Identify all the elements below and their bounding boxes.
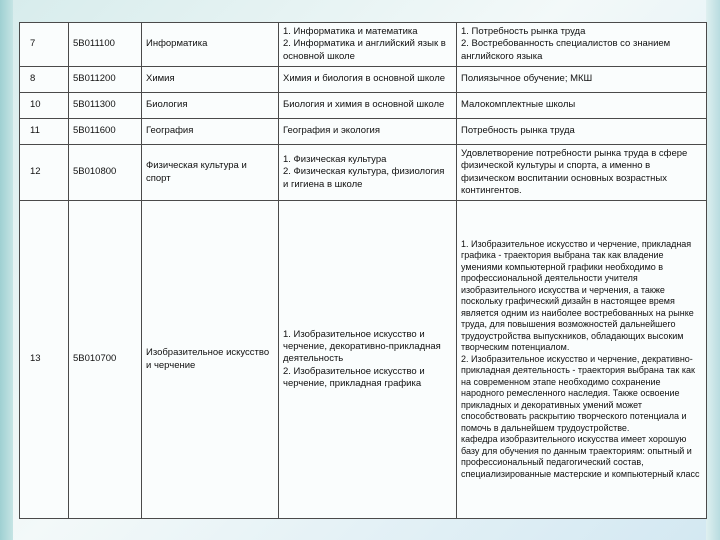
specialty-name: Изобразительное искусство и черчение xyxy=(142,201,279,519)
table-row xyxy=(20,119,707,145)
specialties-table xyxy=(19,22,707,519)
table-row xyxy=(20,67,707,93)
basis-cell: Малокомплектные школы xyxy=(457,93,707,119)
specialty-code: 5B010700 xyxy=(69,201,142,519)
row-number: 12 xyxy=(20,145,69,201)
row-number: 13 xyxy=(20,201,69,519)
trajectories-cell: 1. Физическая культура 2. Физическая культура, физиология и гигиена в школе xyxy=(279,145,457,201)
row-number: 11 xyxy=(20,119,69,145)
specialty-name: Информатика xyxy=(142,23,279,67)
table-row xyxy=(20,201,707,519)
basis-cell: Полиязычное обучение; МКШ xyxy=(457,67,707,93)
basis-cell: Удовлетворение потребности рынка труда в сфере физической культуры и спорта, а именно в физическом воспитании основных возрастных контингентов. xyxy=(457,145,707,201)
specialty-code: 5B011300 xyxy=(69,93,142,119)
right-decor-bar xyxy=(706,0,720,540)
basis-cell: Потребность рынка труда xyxy=(457,119,707,145)
table-row xyxy=(20,23,707,67)
basis-cell: 1. Потребность рынка труда 2. Востребованность специалистов со знанием английского языка xyxy=(457,23,707,67)
row-number: 10 xyxy=(20,93,69,119)
specialty-name: География xyxy=(142,119,279,145)
specialty-name: Физическая культура и спорт xyxy=(142,145,279,201)
specialty-code: 5B011100 xyxy=(69,23,142,67)
row-number: 8 xyxy=(20,67,69,93)
left-decor-bar xyxy=(0,0,13,540)
specialties-table-container xyxy=(19,22,706,519)
table-row xyxy=(20,93,707,119)
specialty-name: Химия xyxy=(142,67,279,93)
trajectories-cell: 1. Информатика и математика 2. Информатика и английский язык в основной школе xyxy=(279,23,457,67)
specialty-code: 5B011200 xyxy=(69,67,142,93)
trajectories-cell: Биология и химия в основной школе xyxy=(279,93,457,119)
row-number: 7 xyxy=(20,23,69,67)
trajectories-cell: 1. Изобразительное искусство и черчение, декоративно-прикладная деятельность 2. Изобразительное искусство и черчение, прикладная графика xyxy=(279,201,457,519)
table-row xyxy=(20,145,707,201)
trajectories-cell: Химия и биология в основной школе xyxy=(279,67,457,93)
specialty-code: 5B010800 xyxy=(69,145,142,201)
specialty-code: 5B011600 xyxy=(69,119,142,145)
specialty-name: Биология xyxy=(142,93,279,119)
trajectories-cell: География и экология xyxy=(279,119,457,145)
basis-cell: 1. Изобразительное искусство и черчение, прикладная графика - траектория выбрана так как владение умениями компьютерной графики необходимо в профессиональной деятельности учителя изобразительного искусства и черчения, а также поскольку графический дизайн в настоящее время является одним из наиболее востребованных на рынке труда, для повышения возможностей дальнейшего трудоустройства выпускников, обладающих высоким творческим потенциалом. 2. Изобразительное искусство и черчение, декративно-прикладная деятельность - траектория выбрана так как на современном этапе необходимо сохранение народного ремесленного наследия. Также освоение прикладных и декоративных умений может способствовать раскрытию творческого потенциала и помочь в дальнейшем трудоустройстве. кафедра изобразительного искусства имеет хорошую базу для обучения по данным траекториям: опытный и профессиональный педагогический состав, специализированные мастерские и компьютерный класс xyxy=(457,201,707,519)
